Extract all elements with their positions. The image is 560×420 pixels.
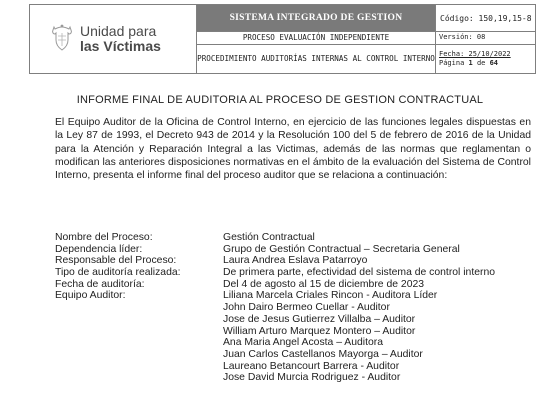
field-label: Tipo de auditoría realizada: bbox=[55, 267, 181, 279]
intro-paragraph: El Equipo Auditor de la Oficina de Control Interno, en ejercicio de las funciones legales dispuestas en la Ley 87 de 1993, el Decreto 943 de 2014 y la Resolución 100 del 5 de febrero de 2016 de la Unidad para la Atención y Reparación Integral a las Victimas, además de las normas que reglamentan o modifican las anteriores disposiciones normativas en el ámbito de la evaluación del Sistema de Control Interno, presenta el informe final del proceso auditor que se relaciona a continuación: bbox=[55, 117, 531, 182]
logo-line-1: Unidad para bbox=[80, 23, 157, 39]
procedure-name: PROCEDIMIENTO AUDITORÍAS INTERNAS AL CONTROL INTERNO bbox=[197, 44, 436, 73]
document-header-table bbox=[29, 4, 536, 74]
coat-of-arms-icon bbox=[50, 24, 74, 54]
document-code: Código: 150,19,15-8 bbox=[436, 5, 536, 32]
document-version: Versión: 08 bbox=[436, 32, 536, 44]
logo-cell bbox=[30, 5, 197, 74]
audit-detail-row bbox=[55, 314, 535, 326]
field-value: John Dairo Bermeo Cuellar - Auditor bbox=[223, 302, 390, 314]
field-label bbox=[55, 337, 223, 349]
audit-detail-row bbox=[55, 372, 535, 384]
audit-detail-row bbox=[55, 326, 535, 338]
field-value: Jose David Murcia Rodriguez - Auditor bbox=[223, 372, 401, 384]
field-value: Grupo de Gestión Contractual – Secretaria General bbox=[223, 243, 460, 255]
logo bbox=[30, 24, 196, 54]
field-value: Jose de Jesus Gutierrez Villalba – Auditor bbox=[223, 313, 416, 325]
field-label: Equipo Auditor: bbox=[55, 290, 126, 302]
field-label: Nombre del Proceso: bbox=[55, 232, 153, 243]
audit-detail-row bbox=[55, 255, 535, 267]
audit-detail-row bbox=[55, 361, 535, 373]
date-page-cell bbox=[436, 44, 536, 73]
audit-detail-row bbox=[55, 290, 535, 302]
field-label bbox=[55, 349, 223, 361]
field-label bbox=[55, 314, 223, 326]
field-value: De primera parte, efectividad del sistema de control interno bbox=[223, 267, 496, 279]
document-date: Fecha: 25/10/2022 bbox=[439, 49, 511, 58]
process-name: PROCESO EVALUACIÓN INDEPENDIENTE bbox=[197, 32, 436, 44]
audit-details-list bbox=[55, 232, 535, 384]
field-value: Gestión Contractual bbox=[223, 232, 315, 243]
audit-detail-row bbox=[55, 302, 535, 314]
field-label bbox=[55, 302, 223, 314]
field-label: Fecha de auditoría: bbox=[55, 278, 145, 290]
field-value: Del 4 de agosto al 15 de diciembre de 2023 bbox=[223, 278, 425, 290]
audit-detail-row bbox=[55, 244, 535, 256]
audit-detail-row bbox=[55, 232, 535, 244]
audit-detail-row bbox=[55, 337, 535, 349]
field-value: Laureano Betancourt Barrera - Auditor bbox=[223, 360, 400, 372]
field-value: William Arturo Marquez Montero – Auditor bbox=[223, 325, 416, 337]
field-label bbox=[55, 372, 223, 384]
field-label: Dependencia líder: bbox=[55, 243, 143, 255]
audit-detail-row bbox=[55, 279, 535, 291]
page-indicator: Página 1 de 64 bbox=[439, 58, 499, 67]
field-value: Laura Andrea Eslava Patarroyo bbox=[223, 255, 368, 267]
field-label bbox=[55, 361, 223, 373]
field-value: Ana Maria Angel Acosta – Auditora bbox=[223, 337, 384, 349]
field-value: Liliana Marcela Criales Rincon - Auditora Líder bbox=[223, 290, 438, 302]
system-name: SISTEMA INTEGRADO DE GESTION bbox=[197, 5, 436, 32]
field-value: Juan Carlos Castellanos Mayorga – Auditor bbox=[223, 348, 423, 360]
document-title: INFORME FINAL DE AUDITORIA AL PROCESO DE GESTION CONTRACTUAL bbox=[76, 94, 484, 106]
logo-line-2: las Víctimas bbox=[80, 38, 161, 54]
audit-detail-row bbox=[55, 349, 535, 361]
field-label bbox=[55, 326, 223, 338]
field-label: Responsable del Proceso: bbox=[55, 255, 177, 267]
audit-detail-row bbox=[55, 267, 535, 279]
